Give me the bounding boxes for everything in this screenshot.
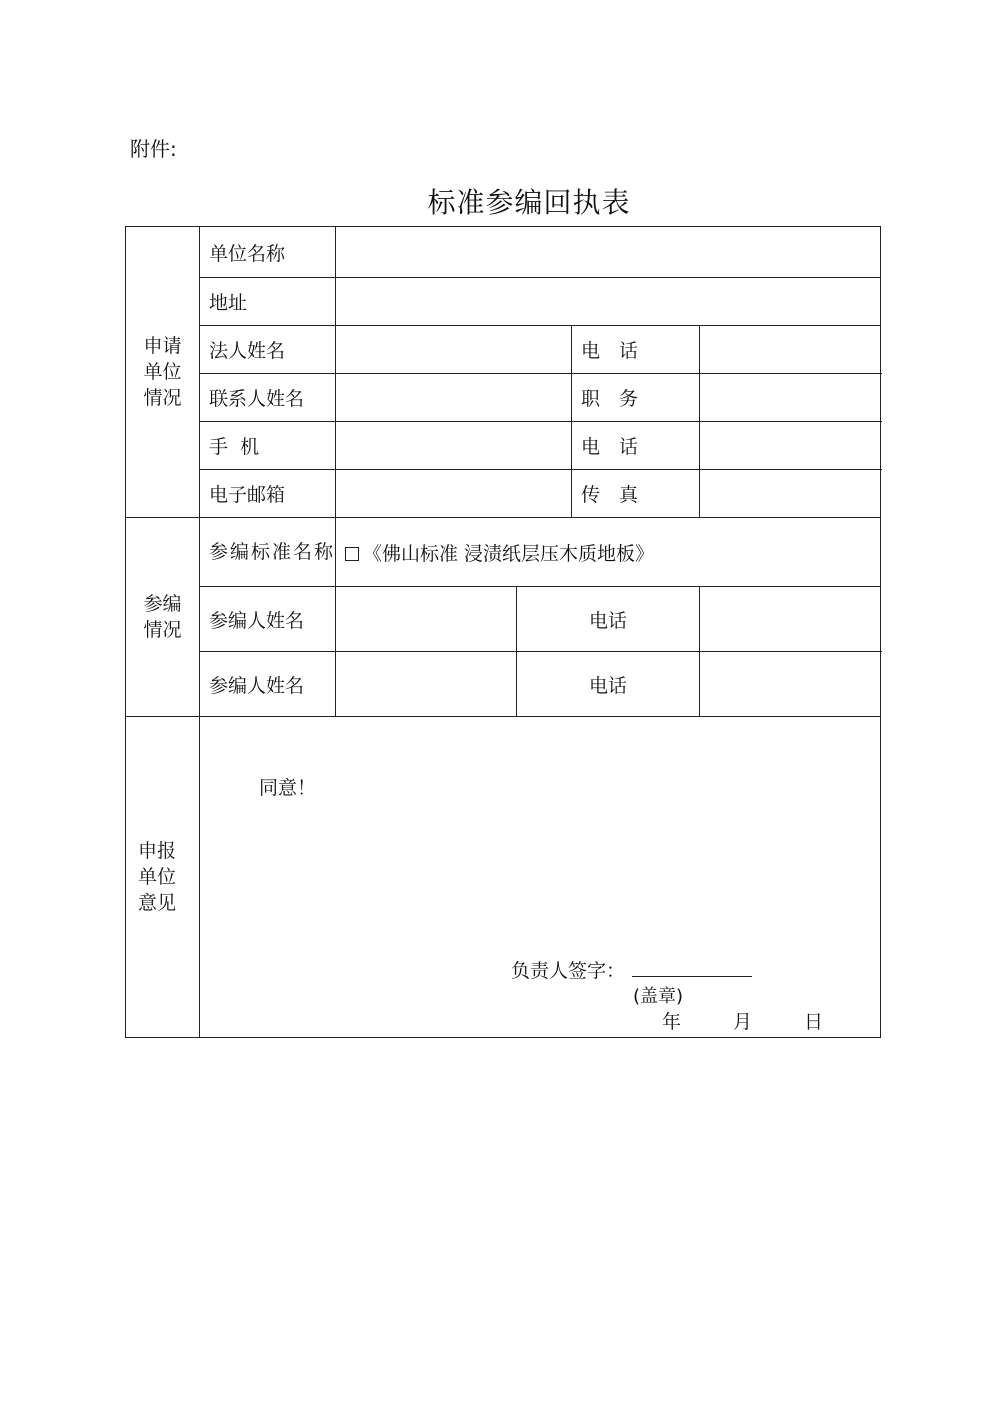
address-label: 地址 [200, 278, 336, 326]
month-label: 月 [733, 1011, 753, 1033]
participant-phone-field-2[interactable] [700, 652, 881, 717]
phone-label-2: 电 话 [572, 422, 700, 470]
opinion-section-label: 申报 单位 意见 [126, 717, 200, 1038]
address-field[interactable] [336, 278, 881, 326]
standard-name-label: 参编标准名称 [200, 518, 336, 587]
phone-label-1: 电 话 [572, 326, 700, 374]
participant-phone-label-1: 电话 [517, 587, 700, 652]
contact-label: 联系人姓名 [200, 374, 336, 422]
fax-label: 传 真 [572, 470, 700, 518]
checkbox[interactable] [345, 547, 359, 561]
agree-text: 同意！ [259, 777, 317, 799]
participant-phone-label-2: 电话 [517, 652, 700, 717]
unit-name-field[interactable] [336, 227, 881, 278]
participant-label-2: 参编人姓名 [200, 652, 336, 717]
opinion-cell[interactable] [200, 717, 881, 1038]
mobile-label: 手 机 [200, 422, 336, 470]
unit-name-label: 单位名称 [200, 227, 336, 278]
participant-field-1[interactable] [336, 587, 517, 652]
contact-field[interactable] [336, 374, 572, 422]
applicant-section-label: 申请 单位 情况 [126, 227, 200, 518]
legal-person-label: 法人姓名 [200, 326, 336, 374]
email-field[interactable] [336, 470, 572, 518]
phone-field-1[interactable] [700, 326, 881, 374]
signature-label: 负责人签字： [511, 960, 626, 982]
legal-person-field[interactable] [336, 326, 572, 374]
position-label: 职 务 [572, 374, 700, 422]
stamp-label: (盖章) [633, 986, 684, 1007]
attachment-label: 附件: [130, 137, 177, 161]
standard-name-cell [336, 518, 881, 587]
mobile-field[interactable] [336, 422, 572, 470]
year-label: 年 [662, 1011, 682, 1033]
standard-name-value: 《佛山标准 浸渍纸层压木质地板》 [363, 542, 655, 565]
day-label: 日 [804, 1011, 824, 1033]
email-label: 电子邮箱 [200, 470, 336, 518]
phone-field-2[interactable] [700, 422, 881, 470]
receipt-form-table [125, 226, 881, 1038]
participation-section-label: 参编 情况 [126, 518, 200, 717]
participant-phone-field-1[interactable] [700, 587, 881, 652]
position-field[interactable] [700, 374, 881, 422]
signature-line[interactable] [632, 976, 752, 977]
page-title: 标准参编回执表 [427, 186, 631, 219]
participant-label-1: 参编人姓名 [200, 587, 336, 652]
participant-field-2[interactable] [336, 652, 517, 717]
fax-field[interactable] [700, 470, 881, 518]
